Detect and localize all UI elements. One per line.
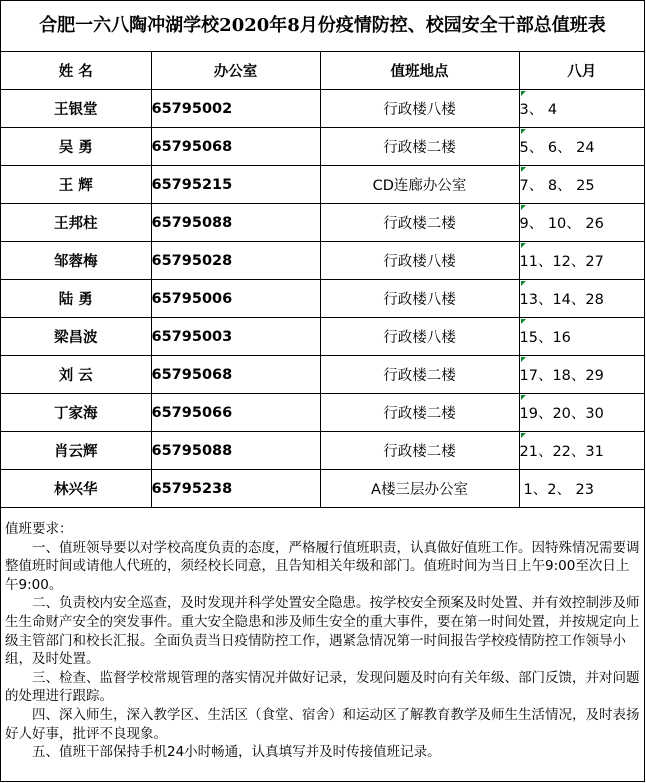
cell-location: 行政楼八楼 — [320, 242, 519, 280]
table-row — [1, 204, 644, 242]
cell-phone: 65795003 — [151, 318, 320, 356]
duty-table — [1, 51, 644, 508]
requirement-item: 一、值班领导要以对学校高度负责的态度，严格履行值班职责，认真做好值班工作。因特殊情况需要调整值班时间或请他人代班的，须经校长同意，且告知相关年级和部门。值班时间为当日上午9:00至次日上午9:00。 — [5, 539, 640, 593]
cell-location: 行政楼二楼 — [320, 204, 519, 242]
cell-name: 王邦柱 — [1, 204, 151, 242]
cell-location: 行政楼二楼 — [320, 356, 519, 394]
cell-marker-icon — [521, 91, 526, 96]
cell-dates — [519, 280, 644, 318]
table-row — [1, 128, 644, 166]
duty-requirements — [5, 520, 641, 762]
cell-dates — [519, 90, 644, 128]
dates-text: 17、18、29 — [519, 368, 604, 384]
cell-marker-icon — [521, 167, 526, 172]
cell-name: 王银堂 — [1, 90, 151, 128]
table-row — [1, 432, 644, 470]
column-header-office: 办公室 — [151, 51, 320, 90]
requirement-item: 三、检查、监督学校常规管理的落实情况并做好记录，发现问题及时向有关年级、部门反馈，并对问题的处理进行跟踪。 — [5, 669, 640, 705]
cell-dates — [519, 394, 644, 432]
cell-dates — [519, 470, 644, 508]
cell-marker-icon — [521, 319, 526, 324]
dates-text: 19、20、30 — [519, 406, 604, 422]
cell-name: 丁家海 — [1, 394, 151, 432]
cell-name: 梁昌波 — [1, 318, 151, 356]
cell-location: 行政楼二楼 — [320, 432, 519, 470]
cell-dates — [519, 128, 644, 166]
cell-dates — [519, 432, 644, 470]
cell-name: 王 辉 — [1, 166, 151, 204]
cell-marker-icon — [521, 281, 526, 286]
cell-phone: 65795006 — [151, 280, 320, 318]
dates-text: 13、14、28 — [519, 292, 604, 308]
cell-name: 陆 勇 — [1, 280, 151, 318]
requirement-item: 二、负责校内安全巡查，及时发现并科学处置安全隐患。按学校安全预案及时处置、并有效控制涉及师生生命财产安全的突发事件。重大安全隐患和涉及师生安全的重大事件，要在第一时间处置，并按规定向上级主管部门和校长汇报。全面负责当日疫情防控工作，遇紧急情况第一时间报告学校疫情防控工作领导小组，及时处置。 — [5, 595, 640, 668]
table-row — [1, 166, 644, 204]
dates-text: 21、22、31 — [519, 444, 604, 460]
cell-marker-icon — [521, 243, 526, 248]
cell-dates — [519, 318, 644, 356]
cell-name: 邹蓉梅 — [1, 242, 151, 280]
cell-location: 行政楼八楼 — [320, 280, 519, 318]
cell-name: 肖云辉 — [1, 432, 151, 470]
column-header-location: 值班地点 — [320, 51, 519, 90]
column-header-name: 姓 名 — [1, 51, 151, 90]
cell-phone: 65795088 — [151, 432, 320, 470]
requirement-item: 四、深入师生，深入教学区、生活区（食堂、宿舍）和运动区了解教育教学及师生生活情况，及时表扬好人好事，批评不良现象。 — [5, 706, 640, 742]
dates-text: 1、2、 23 — [523, 482, 595, 498]
requirement-item: 五、值班干部保持手机24小时畅通，认真填写并及时传接值班记录。 — [32, 744, 441, 761]
cell-location: 行政楼二楼 — [320, 128, 519, 166]
table-row — [1, 356, 644, 394]
cell-name: 林兴华 — [1, 470, 151, 508]
cell-name: 吴 勇 — [1, 128, 151, 166]
cell-location: 行政楼二楼 — [320, 394, 519, 432]
requirements-heading: 值班要求： — [5, 521, 73, 537]
table-header-row — [1, 51, 644, 90]
cell-dates — [519, 166, 644, 204]
cell-phone: 65795002 — [151, 90, 320, 128]
cell-marker-icon — [521, 129, 526, 134]
cell-marker-icon — [521, 357, 526, 362]
cell-location: 行政楼八楼 — [320, 318, 519, 356]
dates-text: 3、 4 — [519, 102, 558, 118]
cell-marker-icon — [521, 205, 526, 210]
table-row — [1, 318, 644, 356]
table-row — [1, 280, 644, 318]
cell-location: CD连廊办公室 — [320, 166, 519, 204]
cell-name: 刘 云 — [1, 356, 151, 394]
cell-marker-icon — [521, 395, 526, 400]
table-row — [1, 242, 644, 280]
cell-location: A楼三层办公室 — [320, 470, 519, 508]
dates-text: 9、 10、 26 — [519, 216, 604, 232]
column-header-august: 八月 — [519, 51, 644, 90]
dates-text: 11、12、27 — [519, 254, 604, 270]
cell-phone: 65795066 — [151, 394, 320, 432]
cell-phone: 65795088 — [151, 204, 320, 242]
table-row — [1, 470, 644, 508]
cell-location: 行政楼八楼 — [320, 90, 519, 128]
dates-text: 15、16 — [519, 330, 571, 346]
cell-phone: 65795068 — [151, 128, 320, 166]
cell-dates — [519, 242, 644, 280]
sheet-title: 合肥一六八陶冲湖学校2020年8月份疫情防控、校园安全干部总值班表 — [1, 1, 644, 52]
cell-phone: 65795028 — [151, 242, 320, 280]
cell-phone: 65795068 — [151, 356, 320, 394]
table-row — [1, 90, 644, 128]
cell-phone: 65795215 — [151, 166, 320, 204]
cell-dates — [519, 204, 644, 242]
table-row — [1, 394, 644, 432]
dates-text: 7、 8、 25 — [519, 178, 595, 194]
dates-text: 5、 6、 24 — [519, 140, 595, 156]
cell-phone: 65795238 — [151, 470, 320, 508]
cell-dates — [519, 356, 644, 394]
cell-marker-icon — [521, 433, 526, 438]
